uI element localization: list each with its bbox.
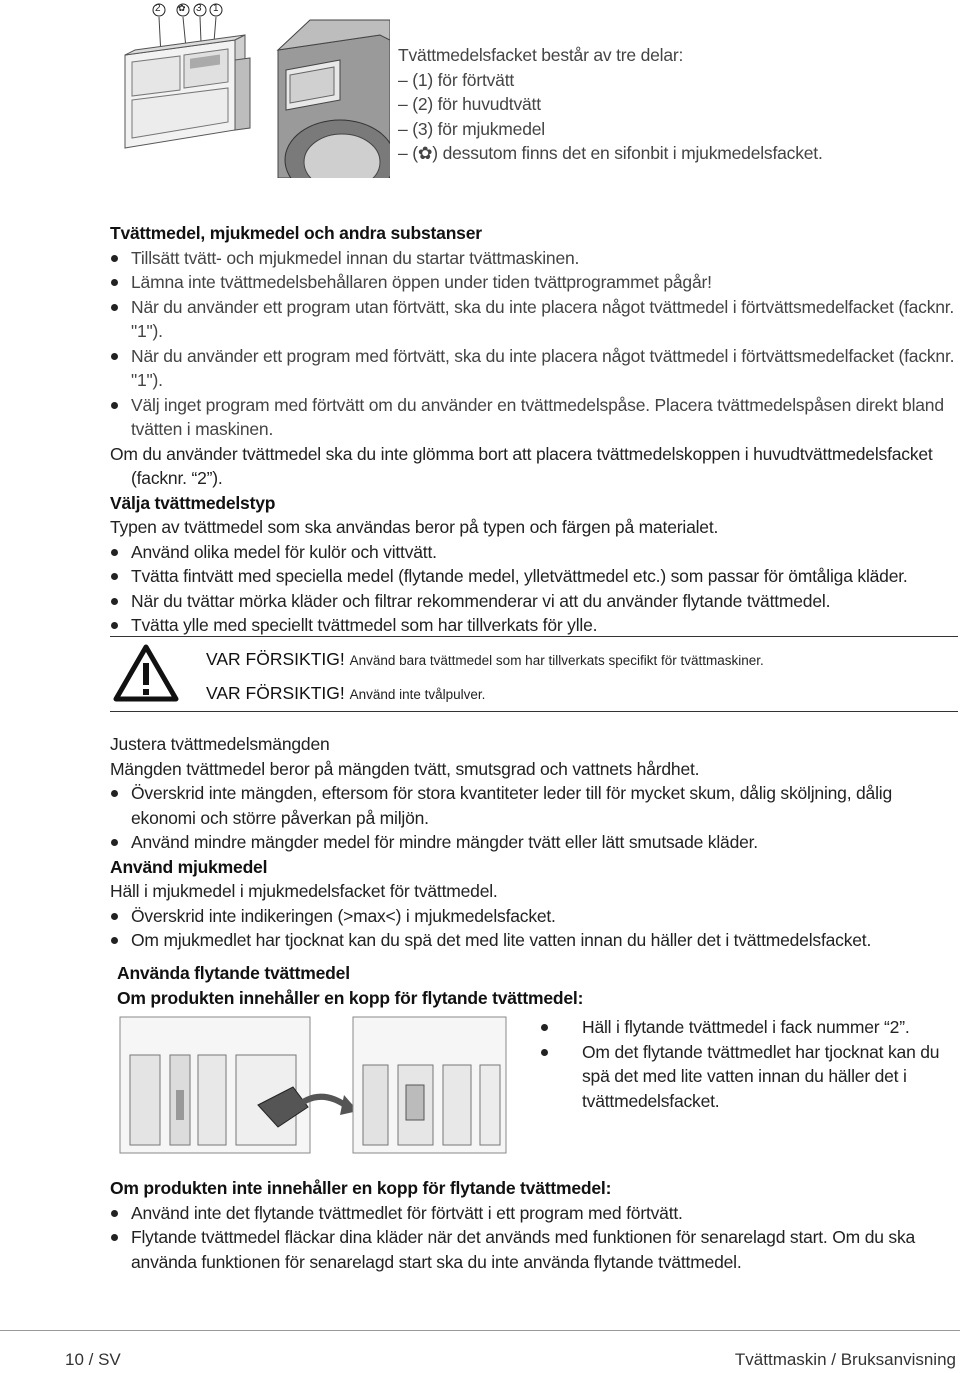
drawer-description bbox=[398, 43, 958, 166]
substances-note: Om du använder tvättmedel ska du inte glömma bort att placera tvättmedelskoppen i huvudtvättmedelsfacket (facknr. “2”). bbox=[110, 443, 933, 488]
callout-siphon: ✿ bbox=[178, 3, 186, 13]
no-cup-section bbox=[110, 1176, 958, 1274]
substances-section bbox=[110, 221, 958, 638]
warning-text: Använd inte tvålpulver. bbox=[349, 687, 486, 702]
drawer-description-line: – (3) för mjukmedel bbox=[398, 118, 545, 139]
section-intro: Mängden tvättmedel beror på mängden tvätt, smutsgrad och vattnets hårdhet. bbox=[110, 758, 700, 779]
section-heading: Använd mjukmedel bbox=[110, 856, 268, 877]
section-heading: Använda flytande tvättmedel bbox=[117, 963, 350, 983]
warning-box bbox=[110, 636, 958, 712]
section-subheading: Om produkten innehåller en kopp för flytande tvättmedel: bbox=[117, 988, 584, 1008]
detergent-drawer-illustration bbox=[110, 0, 390, 178]
drawer-description-line: – (2) för huvudtvätt bbox=[398, 94, 541, 114]
warning-triangle-icon bbox=[112, 643, 180, 703]
liquid-cup-illustration bbox=[118, 1015, 508, 1155]
footer-divider bbox=[0, 1330, 960, 1331]
drawer-description-line: Tvättmedelsfacket består av tre delar: bbox=[398, 45, 684, 65]
list-item: Överskrid inte indikeringen (>max<) i mjukmedelsfacket. bbox=[110, 904, 958, 929]
list-item: Tvätta fintvätt med speciella medel (flytande medel, ylletvättmedel etc.) som passar för ömtåliga kläder. bbox=[110, 564, 958, 589]
list-item: Använd inte det flytande tvättmedlet för förtvätt i ett program med förtvätt. bbox=[110, 1201, 958, 1226]
page-number: 10 / SV bbox=[65, 1350, 121, 1369]
warning-label: VAR FÖRSIKTIG! bbox=[206, 683, 345, 703]
drawer-description-line: – (1) för förtvätt bbox=[398, 69, 515, 90]
footer-title: Tvättmaskin / Bruksanvisning bbox=[734, 1350, 956, 1369]
amount-section bbox=[110, 732, 958, 953]
warning-line bbox=[206, 649, 764, 670]
list-item: Överskrid inte mängden, eftersom för stora kvantiteter leder till för mycket skum, dålig sköljning, dålig ekonomi och större påverkan på miljön. bbox=[110, 781, 958, 830]
list-item: Flytande tvättmedel fläckar dina kläder när det används med funktionen för senarelagd start. Om du ska använda funktionen för senarelagd start ska du inte använda flytande tvättmedel. bbox=[110, 1225, 958, 1274]
callout-1: 1 bbox=[213, 3, 219, 14]
section-heading: Om produkten inte innehåller en kopp för flytande tvättmedel: bbox=[110, 1178, 612, 1198]
list-item: När du använder ett program utan förtvätt, ska du inte placera något tvättmedel i förtvättsmedelfacket (facknr. "1"). bbox=[110, 295, 958, 344]
list-item: Om mjukmedlet har tjocknat kan du spä det med lite vatten innan du häller det i tvättmedelsfacket. bbox=[110, 928, 958, 953]
warning-line bbox=[206, 683, 485, 704]
list-item: När du använder ett program med förtvätt, ska du inte placera något tvättmedel i förtvättsmedelfacket (facknr. "1"). bbox=[110, 344, 958, 393]
list-item: Tvätta ylle med speciellt tvättmedel som har tillverkats för ylle. bbox=[110, 613, 958, 638]
list-item: Välj inget program med förtvätt om du använder en tvättmedelspåse. Placera tvättmedelspåsen direkt bland tvätten i maskinen. bbox=[110, 393, 958, 442]
list-item: Använd mindre mängder medel för mindre mängder tvätt eller lätt smutsade kläder. bbox=[110, 830, 958, 855]
section-intro: Häll i mjukmedel i mjukmedelsfacket för tvättmedel. bbox=[110, 881, 498, 901]
warning-text: Använd bara tvättmedel som har tillverkats specifikt för tvättmaskiner. bbox=[349, 653, 764, 668]
section-heading: Tvättmedel, mjukmedel och andra substanser bbox=[110, 223, 482, 243]
callout-3: 3 bbox=[196, 3, 202, 14]
section-heading: Välja tvättmedelstyp bbox=[110, 492, 276, 513]
callout-2: 2 bbox=[155, 3, 161, 14]
list-item: Häll i flytande tvättmedel i fack nummer “2”. bbox=[540, 1015, 955, 1040]
list-item: När du tvättar mörka kläder och filtrar rekommenderar vi att du använder flytande tvättmedel. bbox=[110, 589, 958, 614]
warning-label: VAR FÖRSIKTIG! bbox=[206, 649, 345, 669]
list-item: Använd olika medel för kulör och vittvätt. bbox=[110, 540, 958, 565]
drawer-description-line: – (✿) dessutom finns det en sifonbit i mjukmedelsfacket. bbox=[398, 143, 823, 163]
list-item: Om det flytande tvättmedlet har tjocknat kan du spä det med lite vatten innan du häller det i tvättmedelsfacket. bbox=[540, 1040, 955, 1114]
section-heading: Justera tvättmedelsmängden bbox=[110, 734, 330, 754]
list-item: Tillsätt tvätt- och mjukmedel innan du startar tvättmaskinen. bbox=[110, 246, 958, 271]
list-item: Lämna inte tvättmedelsbehållaren öppen under tiden tvättprogrammet pågår! bbox=[110, 270, 958, 295]
liquid-list bbox=[540, 1015, 955, 1113]
section-intro: Typen av tvättmedel som ska användas beror på typen och färgen på materialet. bbox=[110, 517, 719, 537]
